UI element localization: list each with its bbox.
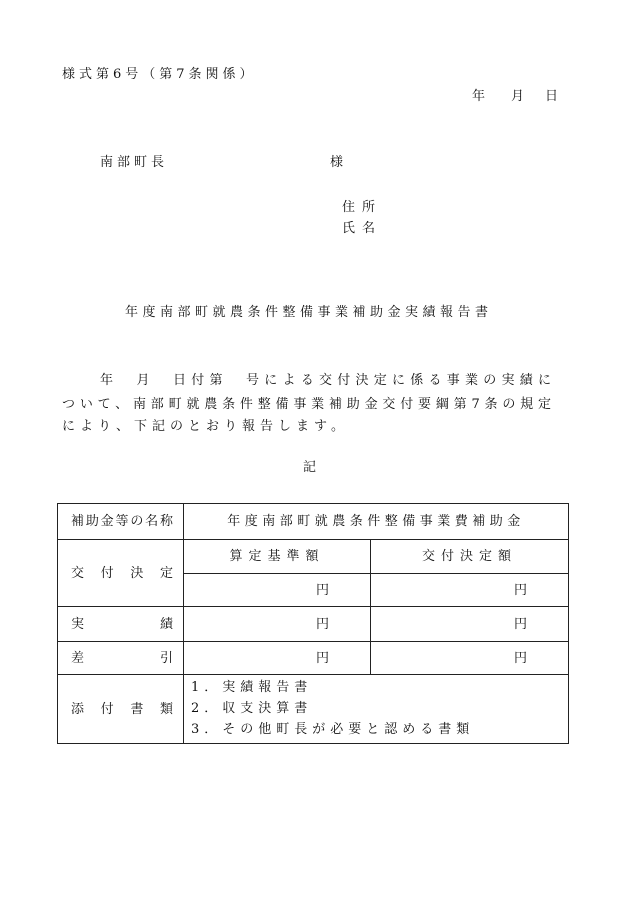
attachments-label: 添付書類 bbox=[58, 675, 184, 744]
report-title: 年度南部町就農条件整備事業補助金実績報告書 bbox=[125, 305, 493, 320]
calc-base-amount-unit: 円 bbox=[184, 574, 371, 607]
decision-amount-unit: 円 bbox=[371, 574, 569, 607]
difference-row bbox=[58, 642, 569, 675]
difference-calc-unit: 円 bbox=[184, 642, 371, 675]
attachments-row bbox=[58, 675, 569, 744]
applicant-address-label: 住所 bbox=[342, 200, 383, 215]
grant-decision-header-row bbox=[58, 540, 569, 574]
date-month-label: 月 bbox=[511, 89, 525, 104]
form-number: 様式第6号（第7条関係） bbox=[62, 67, 257, 82]
actual-row bbox=[58, 607, 569, 642]
date-day-label: 日 bbox=[545, 89, 559, 104]
actual-calc-unit: 円 bbox=[184, 607, 371, 642]
subsidy-name-label: 補助金等の名称 bbox=[58, 504, 184, 540]
report-table bbox=[57, 503, 569, 744]
grant-decision-label: 交付決定 bbox=[58, 540, 184, 607]
attachment-item: 2．収支決算書 bbox=[191, 701, 313, 716]
addressee-honorific: 様 bbox=[330, 155, 344, 170]
attachment-item: 3．その他町長が必要と認める書類 bbox=[191, 722, 475, 737]
calc-base-amount-header: 算定基準額 bbox=[184, 540, 371, 574]
actual-decision-unit: 円 bbox=[371, 607, 569, 642]
difference-label: 差引 bbox=[58, 642, 184, 675]
body-line-1: 年 月 日付第 号による交付決定に係る事業の実績に bbox=[100, 373, 555, 388]
subsidy-name-row bbox=[58, 504, 569, 540]
applicant-name-label: 氏名 bbox=[342, 221, 383, 236]
body-line-3: により、下記のとおり報告します。 bbox=[62, 419, 349, 434]
attachments-list bbox=[184, 675, 569, 744]
note-heading: 記 bbox=[303, 460, 317, 475]
body-line-2: ついて、南部町就農条件整備事業補助金交付要綱第7条の規定 bbox=[62, 397, 555, 412]
difference-decision-unit: 円 bbox=[371, 642, 569, 675]
addressee-name: 南部町長 bbox=[100, 155, 169, 170]
subsidy-name-value: 年度南部町就農条件整備事業費補助金 bbox=[184, 504, 569, 540]
date-year-label: 年 bbox=[472, 89, 486, 104]
decision-amount-header: 交付決定額 bbox=[371, 540, 569, 574]
attachment-item: 1．実績報告書 bbox=[191, 680, 313, 695]
actual-label: 実績 bbox=[58, 607, 184, 642]
